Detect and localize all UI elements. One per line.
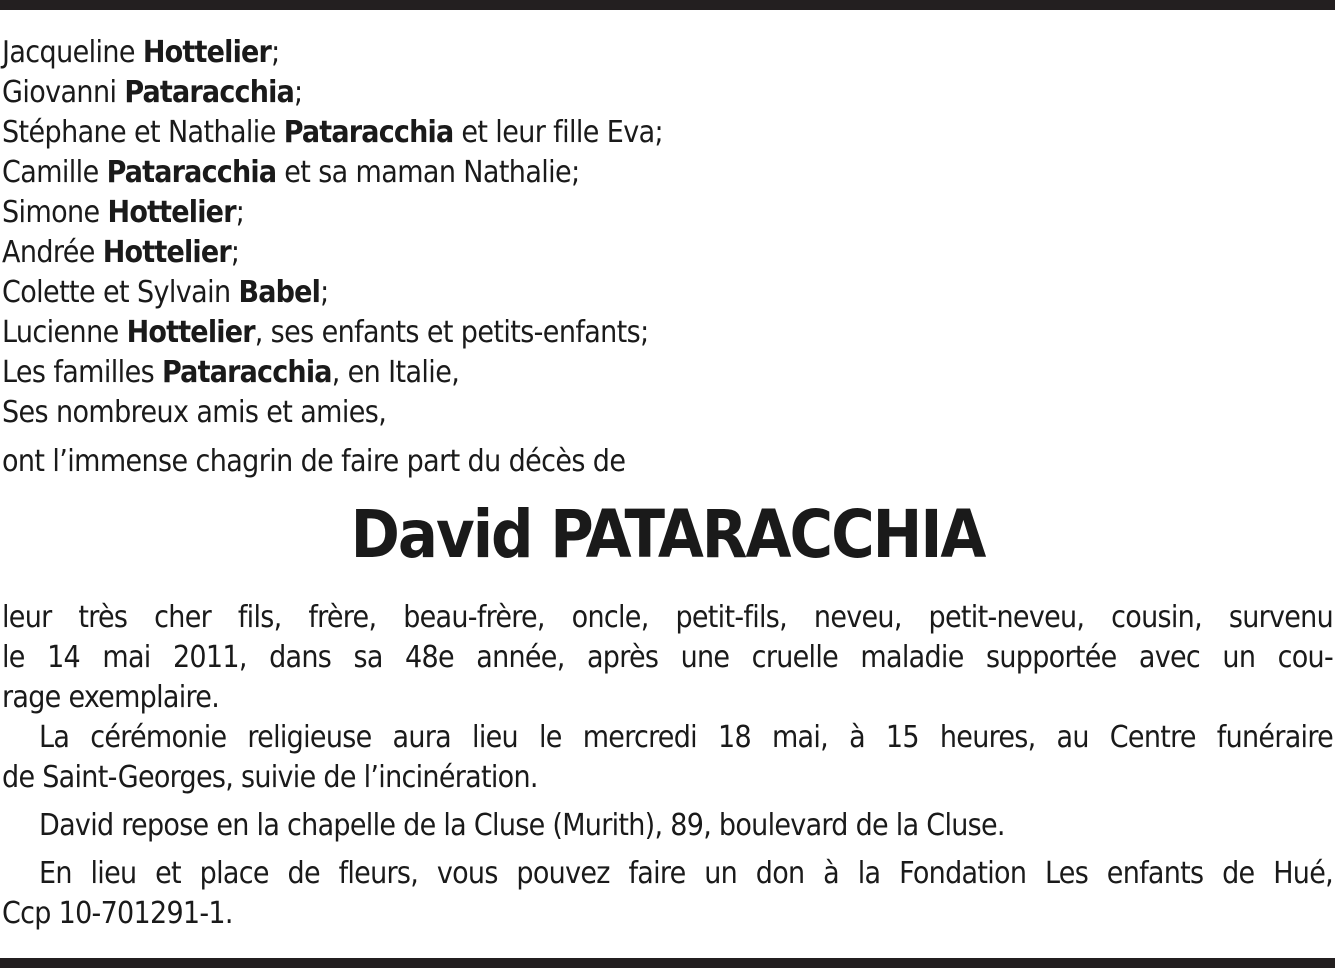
family-name: Pataracchia bbox=[162, 355, 332, 390]
mourner-line: Colette et Sylvain Babel; bbox=[2, 275, 329, 310]
mourner-line: Camille Pataracchia et sa maman Nathalie; bbox=[2, 155, 580, 190]
notice-body bbox=[2, 598, 1333, 934]
text-line: Ccp 10-701291-1. bbox=[2, 896, 233, 931]
text-line: rage exemplaire. bbox=[2, 680, 220, 715]
bottom-rule bbox=[0, 958, 1335, 968]
family-name: Pataracchia bbox=[283, 115, 454, 150]
family-name: Hottelier bbox=[107, 195, 236, 230]
mourner-line: Jacqueline Hottelier; bbox=[2, 35, 280, 70]
text-line: le 14 mai 2011, dans sa 48e année, après une cruelle maladie supportée avec un cou- bbox=[2, 640, 1333, 675]
announcement-intro: ont l’immense chagrin de faire part du décès de bbox=[2, 444, 626, 479]
text-line: La cérémonie religieuse aura lieu le mercredi 18 mai, à 15 heures, au Centre funéraire bbox=[39, 720, 1333, 755]
family-name: Hottelier bbox=[142, 35, 272, 70]
mourner-line: Stéphane et Nathalie Pataracchia et leur fille Eva; bbox=[2, 115, 664, 150]
family-name: Hottelier bbox=[126, 315, 255, 350]
text-line: David repose en la chapelle de la Cluse (Murith), 89, boulevard de la Cluse. bbox=[39, 808, 1005, 843]
text-line: En lieu et place de fleurs, vous pouvez faire un don à la Fondation Les enfants de Hué, bbox=[39, 856, 1333, 891]
paragraph-ceremony bbox=[2, 718, 1333, 798]
top-rule bbox=[0, 0, 1335, 10]
mourner-line: Giovanni Pataracchia; bbox=[2, 75, 303, 110]
mourner-line: Les familles Pataracchia, en Italie, bbox=[2, 355, 460, 390]
text-line: de Saint-Georges, suivie de l’incinération. bbox=[2, 760, 538, 795]
family-name: Pataracchia bbox=[124, 75, 295, 110]
paragraph-chapel bbox=[2, 806, 1333, 846]
mourner-line: Ses nombreux amis et amies, bbox=[2, 395, 387, 430]
mourner-line: Lucienne Hottelier, ses enfants et petits-enfants; bbox=[2, 315, 649, 350]
mourner-line: Simone Hottelier; bbox=[2, 195, 245, 230]
family-name: Babel bbox=[238, 275, 321, 310]
family-name: Pataracchia bbox=[106, 155, 277, 190]
mourners-list bbox=[2, 33, 1332, 433]
mourner-line: Andrée Hottelier; bbox=[2, 235, 240, 270]
paragraph-donation bbox=[2, 854, 1333, 934]
family-name: Hottelier bbox=[102, 235, 231, 270]
text-line: leur très cher fils, frère, beau-frère, oncle, petit-fils, neveu, petit-neveu, cousin, survenu bbox=[2, 600, 1333, 635]
paragraph-relationship bbox=[2, 598, 1333, 718]
deceased-name: David PATARACCHIA bbox=[350, 496, 985, 573]
